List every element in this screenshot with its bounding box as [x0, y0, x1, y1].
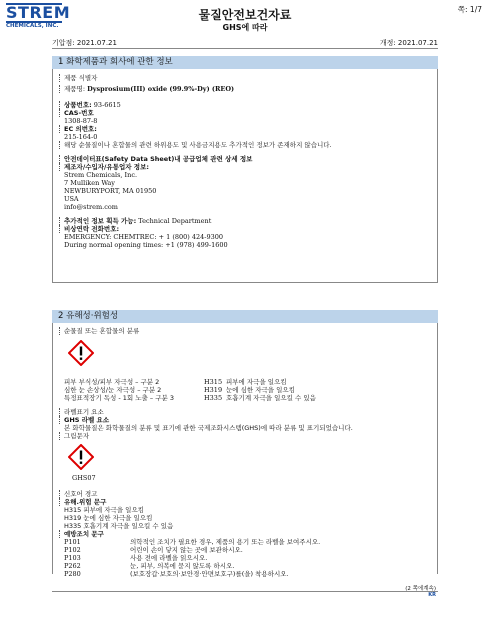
classification-heading: 순물질 또는 혼합물의 분류	[64, 327, 139, 335]
hazard-text: 호흡기계 자극을 일으킬 수 있음	[226, 394, 316, 402]
precaution-text: 의학적인 조치가 필요한 경우, 제품의 용기 또는 라벨을 보여주시오.	[130, 538, 321, 546]
hazard-statement: H335 호흡기계 자극을 일으킬 수 있음	[64, 522, 174, 530]
section-1-header: 1 화학제품과 회사에 관한 정보	[52, 56, 438, 69]
precaution-code: P262	[64, 562, 81, 570]
sds-supplier-heading: 안전데이터표(Safety Data Sheet)내 공급업체 관련 상세 정보	[64, 155, 252, 163]
cas-number: 1308-87-8	[64, 117, 98, 125]
language-code: KR	[428, 592, 436, 598]
print-date: 기압점: 2021.07.21	[52, 39, 117, 47]
section-2-header: 2 유해성·위험성	[52, 310, 438, 323]
footer-divider	[52, 591, 438, 592]
revision-date: 개정: 2021.07.21	[379, 39, 438, 47]
precaution-text: 눈, 피부, 의복에 묻지 않도록 하시오.	[130, 562, 235, 570]
emergency-line: EMERGENCY: CHEMTREC: + 1 (800) 424-9300	[64, 233, 224, 241]
ghs07-pictogram-icon	[68, 444, 94, 470]
emergency-label: 비상연락 전화번호:	[64, 225, 119, 233]
precautionary-label: 예방조치 문구	[64, 530, 104, 538]
document-subtitle: GHS에 따라	[222, 23, 268, 32]
hazard-code: H335	[204, 394, 223, 402]
precaution-text: 사용 전에 라벨을 읽으시오.	[130, 554, 208, 562]
info-row: 추가적인 정보 획득 가능: Technical Department	[64, 217, 211, 225]
continued-note: (2 쪽에계속)	[405, 586, 436, 592]
ghs-label-elements: GHS 라벨 요소	[64, 416, 109, 424]
hazard-class: 심한 눈 손상성/눈 자극성 – 구분 2	[64, 386, 162, 394]
relevant-uses: 해당 순물질이나 혼합물의 관련 하위용도 및 사용금지용도 추가적인 정보가 존재하지 않습니다.	[64, 141, 332, 149]
manufacturer-label: 제조자/수입자/유통업자 정보:	[64, 163, 149, 171]
precaution-text: 어린이 손이 닿지 않는 곳에 보관하시오.	[130, 546, 243, 554]
product-identifier-label: 제품 식별자	[64, 74, 97, 82]
hazard-statements-label: 유해.위험 문구	[64, 498, 106, 506]
exclamation-pictogram-icon	[68, 340, 94, 366]
ec-number: 215-164-0	[64, 133, 98, 141]
address-line: USA	[64, 195, 79, 203]
hazard-statement: H315 피부에 자극을 일으킴	[64, 506, 145, 514]
address-line: NEWBURYPORT, MA 01950	[64, 187, 157, 195]
email-link[interactable]: info@strem.com	[64, 203, 118, 211]
page-number: 쪽: 1/7	[457, 5, 482, 14]
hazard-text: 피부에 자극을 일으킴	[226, 378, 287, 386]
ec-label: EC 의번호:	[64, 125, 97, 133]
precaution-code: P280	[64, 570, 81, 578]
cas-label: CAS-번호	[64, 109, 94, 117]
precaution-code: P103	[64, 554, 81, 562]
hazard-code: H319	[204, 386, 223, 394]
label-elements-heading: 라벨표기 요소	[64, 408, 104, 416]
product-name-row: 제품명: Dysprosium(III) oxide (99.9%-Dy) (REO)	[64, 85, 234, 93]
logo-mark: STREM	[6, 3, 71, 22]
address-line: 7 Mulliken Way	[64, 179, 115, 187]
precaution-code: P102	[64, 546, 81, 554]
pictogram-code: GHS07	[72, 474, 96, 482]
signal-word: 신호어 경고	[64, 490, 97, 498]
pictograms-label: 그림문자	[64, 432, 89, 440]
precaution-text: (보호장갑·보호의·보안경·안면보호구)를(을) 착용하시오.	[130, 570, 289, 578]
hazard-class: 피부 부식성/피부 자극성 – 구분 2	[64, 378, 160, 386]
section-1-bottom	[52, 282, 438, 283]
precaution-code: P101	[64, 538, 81, 546]
emergency-line: During normal opening times: +1 (978) 499-1600	[64, 241, 228, 249]
ghs-note: 본 화학물질은 화학물질의 분류 및 표기에 관한 국제조화시스템(GHS)에 따라 분류 및 표기되었습니다.	[64, 424, 353, 432]
hazard-class: 특정표적장기 독성 - 1회 노출 – 구분 3	[64, 394, 174, 402]
document-title: 물질안전보건자료	[198, 8, 292, 22]
logo-subtitle: CHEMICALS, INC.	[6, 23, 59, 29]
hazard-statement: H319 눈에 심한 자극을 일으킴	[64, 514, 153, 522]
hazard-text: 눈에 심한 자극을 일으킴	[226, 386, 295, 394]
product-number-row: 상품번호: 93-6615	[64, 101, 121, 109]
section-2-box	[52, 310, 438, 574]
header-divider	[52, 48, 438, 49]
hazard-code: H315	[204, 378, 223, 386]
address-line: Strem Chemicals, Inc.	[64, 171, 138, 179]
